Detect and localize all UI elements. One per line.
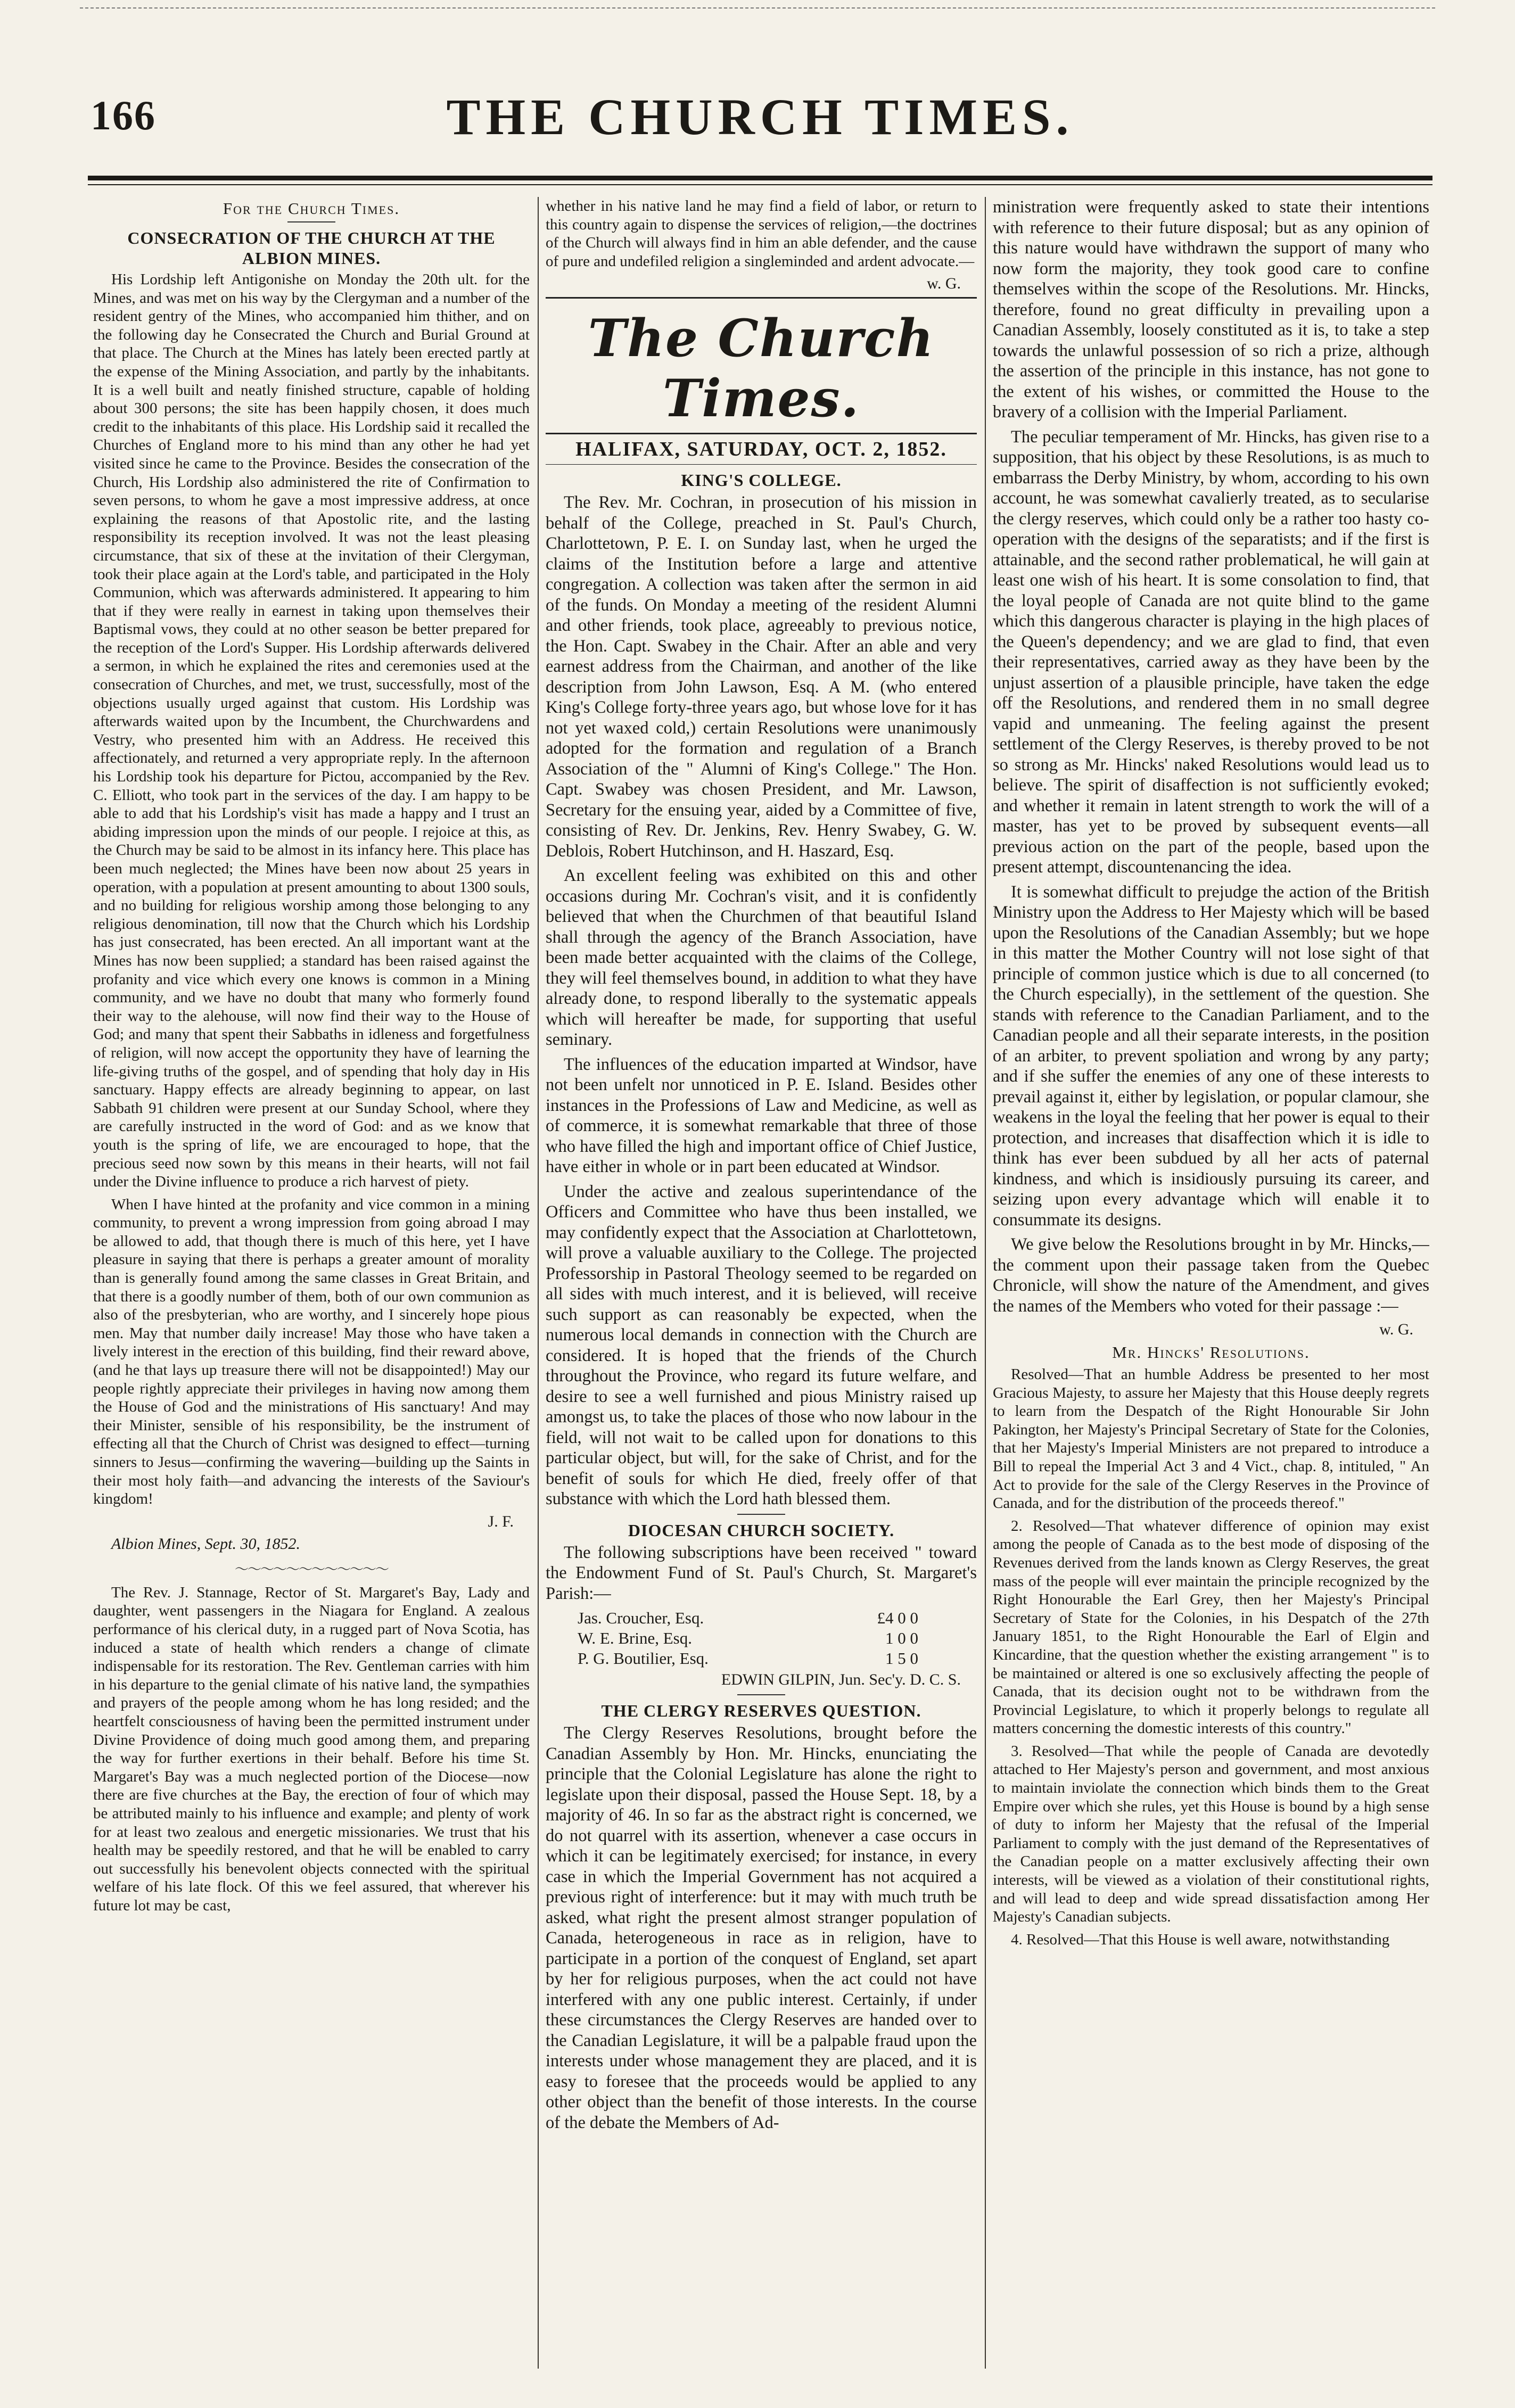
for-church-times-line: For the Church Times. [223,199,400,218]
masthead-rule-thin [88,184,1432,185]
diocesan-heading: DIOCESAN CHURCH SOCIETY. [628,1520,895,1540]
kings-college-paragraph-2: An excellent feeling was exhibited on this and other occasions during Mr. Cochran's visit, and it is confidently believed that when the Churchmen of that beautiful Island shall through the agency of the Branch Association, have been made better acquainted with the claims of the College, they will feel themselves bound, in addition to what they have already done, to respond liberally to the systematic appeals which will hereafter be made, for supporting that useful seminary. [546,866,977,1050]
short-rule [737,1514,785,1515]
resolution-2: 2. Resolved—That whatever difference of opinion may exist among the people of Canada as to the best mode of disposing of the Revenues derived from the lands known as Clergy Reserves, the great mass of the people will ever maintain the principle recognized by the Right Honourable the Earl Grey, then her Majesty's Principal Secretary of State for the Colonies, in his Despatch of the 27th January 1851, to the Right Honourable the Earl of Elgin and Kincardine, that the question whether the existing arrangement " is to be maintained or altered is one so exclusively affecting the people of Canada, that its decision ought not to be withdrawn from the Provincial Legislature, to which it properly belongs to regulate all matters concerning the domestic interests of this country." [993,1517,1429,1737]
resolution-1: Resolved—That an humble Address be presented to her most Gracious Majesty, to assure her Majesty that this House deeply regrets to learn from the Despatch of the Right Honourable Sir John Pakington, her Majesty's Principal Secretary of State for the Colonies, that her Majesty's Imperial Ministers are not prepared to introduce a Bill to repeal the Imperial Act 3 and 4 Vict., chap. 8, intituled, " An Act to provide for the sale of the Clergy Reserves in the Province of Canada, and for the distribution of the proceeds thereof." [993,1366,1429,1512]
kings-college-paragraph-4: Under the active and zealous superintendance of the Officers and Committee who have thus been installed, we may confidently expect that the Association at Charlottetown, will prove a valuable auxiliary to the College. The projected Professorship in Pastoral Theology seemed to be regarded on all sides with much interest, and it is believed, will receive such support as can reasonably be expected, when the numerous local demands in connection with the Church are considered. It is hoped that the friends of the Church throughout the Province, who regard its future welfare, and desire to see a well furnished and pious Ministry raised up amongst us, to take the places of those who now labour in the field, will not wait to be called upon for donations to this particular object, but will, for the sake of Christ, and for the benefit of souls for which He died, freely offer of that substance with which the Lord hath blessed them. [546,1182,977,1509]
masthead-rule-thick [88,176,1432,180]
resolutions-heading: Mr. Hincks' Resolutions. [1112,1343,1310,1362]
clergy-reserves-paragraph-3: It is somewhat difficult to prejudge the action of the British Ministry upon the Address to Her Majesty which will be based upon the Resolutions of the Canadian Assembly; but we hope in this matter the Mother Country will not lose sight of that principle of common justice which is due to all concerned (to the Church especially), in the settlement of the question. She stands with reference to the Canadian Parliament, and to the Canadian people and all their separate interests, in the position of an arbiter, to prevent spoliation and wrong by any party; and if she suffer the enemies of any one of these interests to prevail against it, either by legislation, or popular clamour, she weakens in the loyal the feeling that her power is equal to their protection, and increases that disaffection which it is idle to think has ever been subdued by all her acts of paternal kindness, and which is insidiously pursuing its career, and seizing upon every advantage which will enable it to consummate its designs. [993,882,1429,1230]
dateline-rule [546,464,977,465]
stannage-paragraph: The Rev. J. Stannage, Rector of St. Margaret's Bay, Lady and daughter, went passengers in the Niagara for England. A zealous performance of his clerical duty, in a rugged part of Nova Scotia, has induced a state of health which renders a change of climate indispensable for its restoration. The Rev. Gentleman carries with him in his departure to the genial climate of his native land, the sympathies and prayers of the people among whom he has long resided; and the heartfelt consciousness of having been the permitted instrument under Divine Providence of doing much good among them, and preparing the way for further exertions in their behalf. Before his time St. Margaret's Bay was a much neglected portion of the Diocese—now there are five churches at the Bay, the erection of four of which may be attributed mainly to his influence and example; and plenty of work for at least two zealous and energetic missionaries. We trust that his health may be speedily restored, and that he will be enabled to carry out successfully his benevolent objects connected with the spiritual welfare of his late flock. Of this we feel assured, that wherever his future lot may be cast, [93,1584,530,1914]
newspaper-nameplate: The Church Times. [588,308,935,429]
clergy-reserves-paragraph-4: We give below the Resolutions brought in by Mr. Hincks,—the comment upon their passage taken from the Quebec Chronicle, will show the nature of the Amendment, and gives the names of the Members who voted for their passage :— [993,1235,1429,1316]
subscription-amount: 1 0 0 [885,1629,918,1648]
clergy-reserves-continued: ministration were frequently asked to state their intentions with reference to their future disposal; but as any opinion of this nature would have withdrawn the support of many who now form the majority, they took good care to confine themselves within the scope of the Resolutions. Mr. Hincks, therefore, found no great difficulty in prevailing upon a Canadian Assembly, loosely constituted as it is, to take a step towards the unlawful possession of so rich a prize, although the assertion of the principle in this instance, has not gone to the extent of his wishes, or committed the House to the bravery of a collision with the Imperial Parliament. [993,197,1429,422]
consecration-signature: J. F. [488,1512,514,1530]
short-rule [737,1694,785,1695]
diocesan-secretary: EDWIN GILPIN, Jun. Sec'y. D. C. S. [721,1671,961,1689]
column-2 [546,197,977,2369]
subscriber-name: P. G. Boutilier, Esq. [578,1649,709,1668]
top-edge-rule [80,7,1435,9]
clergy-reserves-paragraph-1: The Clergy Reserves Resolutions, brought before the Canadian Assembly by Hon. Mr. Hincks, enunciating the principle that the Colonial Legislature has alone the right to legislate upon their disposal, passed the House Sept. 18, by a majority of 46. In so far as the abstract right is concerned, we do not quarrel with its assertion, whenever a case occurs in which it can be legitimately exercised; for instance, in every case in which the Imperial Government has not acquired a previous right of interference: but it may with much truth be asked, what right the present almost stranger population of Canada, heterogeneous in race as in religion, have to participate in a portion of the conquest of England, set apart by her for religious purposes, when the act could not have interfered with any one public interest. Certainly, if under these circumstances the Clergy Reserves are handed over to the Canadian Legislature, it will be a palpable fraud upon the interests under whose management they are placed, and it is easy to foresee that the proceeds would be applied to any other object than the benefit of those interests. In the course of the debate the Members of Ad- [546,1723,977,2132]
clergy-reserves-signature: w. G. [1379,1321,1413,1338]
clergy-reserves-heading: THE CLERGY RESERVES QUESTION. [601,1701,921,1721]
column-3 [993,197,1429,2369]
consecration-heading: CONSECRATION OF THE CHURCH AT THE ALBION MINES. [127,228,496,268]
short-rule [287,221,335,222]
consecration-paragraph-1: His Lordship left Antigonishe on Monday the 20th ult. for the Mines, and was met on his way by the Clergyman and a number of the resident gentry of the Mines, who accompanied him thither, and on the following day he Consecrated the Church and Burial Ground at that place. The Church at the Mines has lately been erected partly at the expense of the Mining Association, and partly by the inhabitants. It is a well built and neatly finished structure, capable of holding about 300 persons; the site has been happily chosen, it does much credit to the inhabitants of this place. His Lordship said it recalled the Churches of England more to his mind than any other he had yet visited since he came to the Province. Besides the consecration of the Church, His Lordship also administered the rite of Confirmation to seven persons, to whom he gave a most impressive address, at once explaining the reasons of that Apostolic rite, and the lasting responsibility its reception involved. It was not the least pleasing circumstance, that six of these at the invitation of their Clergyman, took their place again at the Lord's table, and participated in the Holy Communion, which was afterwards administered. It appearing to him that if they were really in earnest in taking upon themselves their Baptismal vows, they could at no other season be better prepared for the reception of the Lord's Supper. His Lordship afterwards delivered a sermon, in which he explained the rites and ceremonies used at the consecration of Churches, and met, we trust, successfully, most of the objections usually urged against that custom. His Lordship was afterwards waited upon by the Incumbent, the Churchwardens and Vestry, who presented him with an Address. He received this affectionately, and returned a very appropriate reply. In the afternoon his Lordship took his departure for Pictou, accompanied by the Rev. C. Elliott, who took part in the services of the day. I am happy to be able to add that his Lordship's visit has made a happy and I trust an abiding impression upon the minds of our people. I rejoice at this, as the Church may be said to be almost in its infancy here. This place has been much neglected; the Mines have been now about 25 years in operation, with a population at present amounting to about 1300 souls, and no building for religious worship among those belonging to any religious denomination, till now that the Church which his Lordship has just consecrated, has been erected. An all important want at the Mines has now been supplied; a standard has been raised against the profanity and vice which every one knows is common in a Mining community, and we have no doubt that many who formerly found their way to the alehouse, will now find their way to the House of God; and many that spent their Sabbaths in idleness and forgetfulness of religion, will now accept the opportunity they have of learning the life-giving truths of the gospel, and of spending that holy day in His sanctuary. Happy effects are already beginning to appear, on last Sabbath 91 children were present at our Sunday School, where they are carefully instructed in the word of God: and as we know that youth is the spring of life, we are encouraged to hope, that the precious seed now sown by this means in their hearts, will not fail under the Divine influence to produce a rich harvest of piety. [93,271,530,1191]
subscription-row [578,1628,918,1648]
kings-college-paragraph-3: The influences of the education imparted at Windsor, have not been unfelt nor unnoticed in P. E. Island. Besides other instances in the Professions of Law and Medicine, as well as of commerce, it is somewhat remarkable that three of those who have filled the high and important office of Chief Justice, have either in whole or in part been educated at Windsor. [546,1054,977,1177]
stannage-signature: w. G. [927,275,961,293]
subscription-amount: £4 0 0 [877,1609,918,1628]
subscription-row [578,1608,918,1628]
wavy-divider: 〜〜〜〜〜〜〜〜〜〜〜〜 [234,1561,388,1577]
column-divider [538,197,539,2369]
clergy-reserves-paragraph-2: The peculiar temperament of Mr. Hincks, has given rise to a supposition, that his object by these Resolutions, is as much to embarrass the Derby Ministry, by whom, according to his own account, he was somewhat cavalierly treated, as to secularise the clergy reserves, which could only be a rather too hasty co-operation with the designs of the separatists; and if the first is attainable, and the second rather problematical, he will gain at least one wish of his heart. It is some consolation to find, that the loyal people of Canada are not quite blind to the game which this dangerous character is playing in the high places of the Queen's dependency; and we are glad to find, that even their representatives, carried away as they have been by the unjust assertion of a plausible principle, have taken the edge off the Resolutions, and rendered them in no small degree vapid and unmeaning. The feeling against the present settlement of the Clergy Reserves, is thereby proved to be not so strong as Mr. Hincks' naked Resolutions would lead us to believe. The spirit of disaffection is not sufficiently evoked; and whether it remain in latent strength to work the will of a master, has yet to be proved by subsequent events—all previous action on the part of the people, based upon the present attempt, discountenancing the idea. [993,427,1429,877]
page-number: 166 [90,92,156,138]
kings-college-paragraph-1: The Rev. Mr. Cochran, in prosecution of his mission in behalf of the College, preached in St. Paul's Church, Charlottetown, P. E. I. on Sunday last, when he urged the claims of the Institution before a large and attentive congregation. A collection was taken after the sermon in aid of the funds. On Monday a meeting of the resident Alumni and other friends, took place, agreeably to previous notice, the Hon. Capt. Swabey in the Chair. After an able and very earnest address from the Chairman, and another of the like description from John Lawson, Esq. A M. (who entered King's College forty-three years ago, but whose love for it has not yet waxed cold,) certain Resolutions were unanimously adopted for the formation and regulation of a Branch Association of the " Alumni of King's College." The Hon. Capt. Swabey was chosen President, and Mr. Lawson, Secretary for the ensuing year, aided by a Committee of five, consisting of Rev. Dr. Jenkins, Rev. Henry Swabey, G. W. Deblois, Robert Hutchinson, and H. Haszard, Esq. [546,493,977,861]
consecration-dateline: Albion Mines, Sept. 30, 1852. [111,1535,300,1553]
subscription-list [578,1608,977,1669]
stannage-continued: whether in his native land he may find a field of labor, or return to this country again to dispense the services of religion,—the doctrines of the Church will always find in him an able defender, and the cause of pure and undefiled religion a singleminded and ardent advocate.— [546,197,977,270]
resolution-4: 4. Resolved—That this House is well aware, notwithstanding [1011,1931,1390,1948]
column-divider [985,197,986,2369]
running-title: THE CHURCH TIMES. [446,88,1074,145]
nameplate-rule [546,297,977,299]
kings-college-heading: KING'S COLLEGE. [681,471,842,490]
issue-dateline: HALIFAX, SATURDAY, OCT. 2, 1852. [575,438,947,461]
diocesan-intro: The following subscriptions have been received " toward the Endowment Fund of St. Paul's Church, St. Margaret's Parish:— [546,1543,977,1603]
masthead [90,80,1430,170]
column-1 [93,197,530,2369]
subscriber-name: Jas. Croucher, Esq. [578,1609,704,1628]
consecration-paragraph-2: When I have hinted at the profanity and vice common in a mining community, to prevent a wrong impression from going abroad I may be allowed to add, that though there is much of this here, yet I have pleasure in saying that there is perhaps a greater amount of morality than is generally found among the same classes in Great Britain, and that there is a goodly number of them, both of our own communion as also of the presbyterian, who are worthy, and I sincerely hope pious men. May that number daily increase! May those who have taken a lively interest in the erection of this building, find their reward above, (and he that lays up treasure there will not be disappointed!) May our people rightly appreciate their privileges in having now among them the House of God and the ministrations of His sanctuary! And may their Minister, sensible of his responsibility, be the instrument of effecting all that the Church of Christ was designed to effect—turning sinners to Jesus—confirming the wavering—building up the Saints in their most holy faith—and advancing the interests of the Saviour's kingdom! [93,1195,530,1508]
resolution-3: 3. Resolved—That while the people of Canada are devotedly attached to Her Majesty's person and government, and most anxious to maintain inviolate the connection which binds them to the Great Empire over which she rules, yet this House is bound by a high sense of duty to inform her Majesty that the refusal of the Imperial Parliament to comply with the just demand of the Representatives of the Canadian people on a matter exclusively affecting their own interests, will be viewed as a violation of their constitutional rights, and will lead to deep and wide spread dissatisfaction among Her Majesty's Canadian subjects. [993,1742,1429,1926]
subscription-row [578,1648,918,1669]
nameplate-rule [546,433,977,434]
subscriber-name: W. E. Brine, Esq. [578,1629,692,1648]
subscription-amount: 1 5 0 [885,1649,918,1668]
